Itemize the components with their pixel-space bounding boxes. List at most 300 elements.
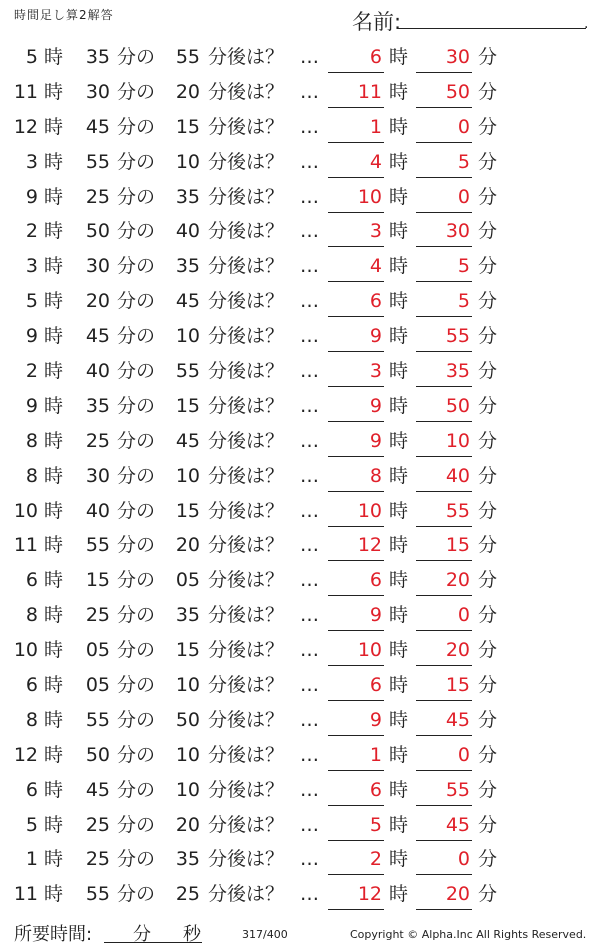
answer-hour: 6 <box>369 674 382 697</box>
answer-minute-label: 分 <box>478 150 498 173</box>
answer-minute-underline <box>416 805 472 806</box>
answer-minute-label: 分 <box>478 883 498 906</box>
hour-label: 時 <box>44 394 64 417</box>
answer-minute-label: 分 <box>478 360 498 383</box>
start-hour: 10 <box>13 639 38 662</box>
answer-hour-underline <box>328 735 384 736</box>
start-hour: 2 <box>25 220 38 243</box>
minute-of-label: 分の <box>117 499 156 522</box>
answer-minute-label: 分 <box>478 429 498 452</box>
minute-of-label: 分の <box>117 464 156 487</box>
answer-minute-underline <box>416 491 472 492</box>
hour-label: 時 <box>44 80 64 103</box>
ellipsis: … <box>300 778 319 801</box>
ellipsis: … <box>300 325 319 348</box>
minutes-later-label: 分後は？ <box>208 429 285 452</box>
added-minutes: 20 <box>175 813 200 836</box>
minutes-later-label: 分後は？ <box>208 813 285 836</box>
answer-hour: 3 <box>369 360 382 383</box>
start-minute: 25 <box>85 185 110 208</box>
answer-hour: 9 <box>369 429 382 452</box>
ellipsis: … <box>300 499 319 522</box>
answer-hour-underline <box>328 526 384 527</box>
start-hour: 5 <box>25 813 38 836</box>
answer-hour-label: 時 <box>389 883 409 906</box>
answer-minute: 0 <box>457 743 470 766</box>
hour-label: 時 <box>44 185 64 208</box>
minute-of-label: 分の <box>117 325 156 348</box>
hour-label: 時 <box>44 360 64 383</box>
answer-minute-underline <box>416 560 472 561</box>
minute-of-label: 分の <box>117 883 156 906</box>
ellipsis: … <box>300 674 319 697</box>
ellipsis: … <box>300 708 319 731</box>
minutes-later-label: 分後は？ <box>208 394 285 417</box>
answer-hour-underline <box>328 909 384 910</box>
answer-minute-underline <box>416 177 472 178</box>
answer-minute-label: 分 <box>478 848 498 871</box>
start-hour: 11 <box>13 80 38 103</box>
added-minutes: 05 <box>175 569 200 592</box>
answer-hour-underline <box>328 72 384 73</box>
minute-of-label: 分の <box>117 534 156 557</box>
answer-minute-label: 分 <box>478 220 498 243</box>
answer-hour-label: 時 <box>389 115 409 138</box>
problem-row <box>0 598 600 633</box>
answer-minute: 45 <box>445 813 470 836</box>
minute-of-label: 分の <box>117 708 156 731</box>
problem-row <box>0 110 600 145</box>
start-hour: 11 <box>13 534 38 557</box>
answer-hour: 5 <box>369 813 382 836</box>
hour-label: 時 <box>44 255 64 278</box>
answer-minute: 0 <box>457 604 470 627</box>
minute-of-label: 分の <box>117 813 156 836</box>
hour-label: 時 <box>44 604 64 627</box>
answer-minute-label: 分 <box>478 674 498 697</box>
answer-hour-label: 時 <box>389 639 409 662</box>
answer-minute-label: 分 <box>478 743 498 766</box>
ellipsis: … <box>300 46 319 68</box>
answer-hour: 6 <box>369 569 382 592</box>
answer-hour: 11 <box>357 80 382 103</box>
ellipsis: … <box>300 883 319 906</box>
problem-list <box>0 40 600 912</box>
answer-minute-label: 分 <box>478 394 498 417</box>
minute-of-label: 分の <box>117 604 156 627</box>
start-minute: 35 <box>85 46 110 68</box>
answer-minute: 0 <box>457 115 470 138</box>
minute-of-label: 分の <box>117 429 156 452</box>
answer-hour-label: 時 <box>389 185 409 208</box>
answer-hour-underline <box>328 456 384 457</box>
problem-row <box>0 528 600 563</box>
minute-of-label: 分の <box>117 569 156 592</box>
minutes-later-label: 分後は？ <box>208 150 285 173</box>
ellipsis: … <box>300 220 319 243</box>
start-minute: 25 <box>85 429 110 452</box>
problem-row <box>0 668 600 703</box>
start-minute: 50 <box>85 220 110 243</box>
added-minutes: 15 <box>175 639 200 662</box>
answer-minute-underline <box>416 316 472 317</box>
added-minutes: 10 <box>175 674 200 697</box>
start-minute: 25 <box>85 848 110 871</box>
answer-hour-label: 時 <box>389 604 409 627</box>
added-minutes: 10 <box>175 325 200 348</box>
start-minute: 45 <box>85 115 110 138</box>
start-hour: 2 <box>25 360 38 383</box>
problem-row <box>0 319 600 354</box>
answer-hour-underline <box>328 665 384 666</box>
answer-minute-label: 分 <box>478 115 498 138</box>
added-minutes: 10 <box>175 464 200 487</box>
answer-minute-underline <box>416 72 472 73</box>
problem-row <box>0 214 600 249</box>
answer-minute-label: 分 <box>478 185 498 208</box>
ellipsis: … <box>300 534 319 557</box>
start-hour: 6 <box>25 569 38 592</box>
start-hour: 12 <box>13 115 38 138</box>
minute-of-label: 分の <box>117 778 156 801</box>
added-minutes: 20 <box>175 80 200 103</box>
ellipsis: … <box>300 185 319 208</box>
start-minute: 45 <box>85 325 110 348</box>
answer-hour: 9 <box>369 325 382 348</box>
problem-row <box>0 389 600 424</box>
answer-hour-label: 時 <box>389 778 409 801</box>
minute-of-label: 分の <box>117 394 156 417</box>
start-minute: 05 <box>85 674 110 697</box>
answer-hour-label: 時 <box>389 743 409 766</box>
answer-minute: 20 <box>445 639 470 662</box>
minute-of-label: 分の <box>117 848 156 871</box>
answer-hour-label: 時 <box>389 360 409 383</box>
time-required-label: 所要時間: <box>14 924 93 945</box>
answer-minute: 55 <box>445 325 470 348</box>
answer-hour-underline <box>328 630 384 631</box>
start-minute: 55 <box>85 708 110 731</box>
hour-label: 時 <box>44 220 64 243</box>
start-minute: 55 <box>85 883 110 906</box>
answer-minute-underline <box>416 770 472 771</box>
minute-of-label: 分の <box>117 150 156 173</box>
name-label: 名前: <box>352 10 402 34</box>
start-hour: 6 <box>25 674 38 697</box>
start-hour: 6 <box>25 778 38 801</box>
answer-hour-underline <box>328 142 384 143</box>
problem-row <box>0 877 600 912</box>
answer-hour-underline <box>328 770 384 771</box>
start-hour: 5 <box>25 290 38 313</box>
answer-minute-label: 分 <box>478 604 498 627</box>
hour-label: 時 <box>44 708 64 731</box>
answer-minute-underline <box>416 281 472 282</box>
answer-minute-underline <box>416 107 472 108</box>
start-minute: 55 <box>85 150 110 173</box>
answer-minute-label: 分 <box>478 499 498 522</box>
start-hour: 9 <box>25 185 38 208</box>
start-hour: 8 <box>25 464 38 487</box>
minutes-later-label: 分後は？ <box>208 569 285 592</box>
answer-hour: 6 <box>369 290 382 313</box>
minute-of-label: 分の <box>117 674 156 697</box>
answer-minute-underline <box>416 212 472 213</box>
start-minute: 20 <box>85 290 110 313</box>
start-hour: 1 <box>25 848 38 871</box>
added-minutes: 10 <box>175 743 200 766</box>
answer-hour-label: 時 <box>389 464 409 487</box>
minutes-later-label: 分後は？ <box>208 255 285 278</box>
problem-row <box>0 75 600 110</box>
start-hour: 8 <box>25 708 38 731</box>
time-seconds-label: 秒 <box>183 924 201 945</box>
answer-hour: 4 <box>369 150 382 173</box>
name-write-line[interactable] <box>398 28 586 29</box>
start-minute: 25 <box>85 813 110 836</box>
answer-minute-underline <box>416 630 472 631</box>
start-hour: 8 <box>25 429 38 452</box>
answer-minute-label: 分 <box>478 639 498 662</box>
answer-hour: 1 <box>369 743 382 766</box>
answer-hour-label: 時 <box>389 290 409 313</box>
start-minute: 30 <box>85 255 110 278</box>
answer-minute-underline <box>416 909 472 910</box>
answer-minute: 50 <box>445 394 470 417</box>
hour-label: 時 <box>44 639 64 662</box>
answer-minute-label: 分 <box>478 325 498 348</box>
answer-minute-label: 分 <box>478 569 498 592</box>
answer-hour-underline <box>328 874 384 875</box>
answer-minute: 15 <box>445 534 470 557</box>
minutes-later-label: 分後は？ <box>208 883 285 906</box>
start-hour: 3 <box>25 150 38 173</box>
answer-hour: 8 <box>369 464 382 487</box>
added-minutes: 15 <box>175 115 200 138</box>
ellipsis: … <box>300 360 319 383</box>
answer-minute-underline <box>416 874 472 875</box>
hour-label: 時 <box>44 290 64 313</box>
ellipsis: … <box>300 290 319 313</box>
ellipsis: … <box>300 813 319 836</box>
problem-row <box>0 842 600 877</box>
answer-hour-label: 時 <box>389 255 409 278</box>
answer-minute-underline <box>416 246 472 247</box>
answer-hour-underline <box>328 700 384 701</box>
minute-of-label: 分の <box>117 115 156 138</box>
name-dot: . <box>584 16 589 32</box>
start-minute: 45 <box>85 778 110 801</box>
answer-minute-label: 分 <box>478 80 498 103</box>
added-minutes: 55 <box>175 46 200 68</box>
start-minute: 55 <box>85 534 110 557</box>
added-minutes: 45 <box>175 429 200 452</box>
minutes-later-label: 分後は？ <box>208 708 285 731</box>
answer-minute-label: 分 <box>478 290 498 313</box>
problem-row <box>0 773 600 808</box>
minute-of-label: 分の <box>117 255 156 278</box>
minutes-later-label: 分後は？ <box>208 604 285 627</box>
start-hour: 3 <box>25 255 38 278</box>
hour-label: 時 <box>44 534 64 557</box>
problem-row <box>0 703 600 738</box>
minute-of-label: 分の <box>117 46 156 68</box>
problem-row <box>0 284 600 319</box>
answer-minute-label: 分 <box>478 46 498 68</box>
answer-hour-underline <box>328 351 384 352</box>
ellipsis: … <box>300 604 319 627</box>
added-minutes: 40 <box>175 220 200 243</box>
problem-row <box>0 424 600 459</box>
hour-label: 時 <box>44 464 64 487</box>
ellipsis: … <box>300 429 319 452</box>
minutes-later-label: 分後は？ <box>208 674 285 697</box>
problem-row <box>0 180 600 215</box>
answer-hour: 9 <box>369 394 382 417</box>
answer-minute-label: 分 <box>478 464 498 487</box>
start-minute: 05 <box>85 639 110 662</box>
answer-hour: 12 <box>357 534 382 557</box>
answer-hour-underline <box>328 805 384 806</box>
ellipsis: … <box>300 743 319 766</box>
ellipsis: … <box>300 150 319 173</box>
start-minute: 35 <box>85 394 110 417</box>
added-minutes: 35 <box>175 848 200 871</box>
answer-minute: 30 <box>445 220 470 243</box>
answer-hour-label: 時 <box>389 708 409 731</box>
added-minutes: 15 <box>175 499 200 522</box>
answer-hour-label: 時 <box>389 325 409 348</box>
answer-hour: 3 <box>369 220 382 243</box>
added-minutes: 45 <box>175 290 200 313</box>
added-minutes: 35 <box>175 604 200 627</box>
hour-label: 時 <box>44 499 64 522</box>
answer-minute: 5 <box>457 150 470 173</box>
ellipsis: … <box>300 639 319 662</box>
answer-hour: 10 <box>357 499 382 522</box>
answer-hour-label: 時 <box>389 394 409 417</box>
minute-of-label: 分の <box>117 743 156 766</box>
minutes-later-label: 分後は？ <box>208 46 285 68</box>
answer-hour: 10 <box>357 639 382 662</box>
answer-minute: 5 <box>457 290 470 313</box>
answer-hour: 12 <box>357 883 382 906</box>
answer-hour: 4 <box>369 255 382 278</box>
answer-minute-label: 分 <box>478 708 498 731</box>
hour-label: 時 <box>44 429 64 452</box>
answer-hour: 6 <box>369 46 382 68</box>
answer-minute-underline <box>416 700 472 701</box>
added-minutes: 35 <box>175 255 200 278</box>
minutes-later-label: 分後は？ <box>208 778 285 801</box>
start-minute: 25 <box>85 604 110 627</box>
hour-label: 時 <box>44 674 64 697</box>
answer-hour: 6 <box>369 778 382 801</box>
added-minutes: 15 <box>175 394 200 417</box>
worksheet-title: 時間足し算2解答 <box>14 8 114 22</box>
answer-hour-label: 時 <box>389 150 409 173</box>
problem-row <box>0 354 600 389</box>
hour-label: 時 <box>44 778 64 801</box>
ellipsis: … <box>300 255 319 278</box>
answer-minute-underline <box>416 386 472 387</box>
hour-label: 時 <box>44 115 64 138</box>
minutes-later-label: 分後は？ <box>208 534 285 557</box>
answer-minute: 55 <box>445 778 470 801</box>
minutes-later-label: 分後は？ <box>208 464 285 487</box>
answer-minute-label: 分 <box>478 255 498 278</box>
minutes-later-label: 分後は？ <box>208 185 285 208</box>
answer-hour: 9 <box>369 604 382 627</box>
problem-row <box>0 738 600 773</box>
answer-minute-underline <box>416 526 472 527</box>
answer-minute: 20 <box>445 883 470 906</box>
answer-hour-underline <box>328 246 384 247</box>
start-hour: 8 <box>25 604 38 627</box>
answer-minute: 50 <box>445 80 470 103</box>
start-hour: 10 <box>13 499 38 522</box>
answer-hour-underline <box>328 840 384 841</box>
answer-minute: 30 <box>445 46 470 68</box>
answer-hour: 2 <box>369 848 382 871</box>
answer-hour-label: 時 <box>389 674 409 697</box>
start-hour: 12 <box>13 743 38 766</box>
problem-row <box>0 494 600 529</box>
ellipsis: … <box>300 115 319 138</box>
problem-row <box>0 40 600 75</box>
answer-minute: 0 <box>457 185 470 208</box>
added-minutes: 10 <box>175 150 200 173</box>
answer-hour-underline <box>328 281 384 282</box>
answer-minute-label: 分 <box>478 534 498 557</box>
answer-minute-underline <box>416 595 472 596</box>
hour-label: 時 <box>44 848 64 871</box>
answer-hour-label: 時 <box>389 429 409 452</box>
problem-row <box>0 633 600 668</box>
minutes-later-label: 分後は？ <box>208 743 285 766</box>
added-minutes: 20 <box>175 534 200 557</box>
answer-minute: 20 <box>445 569 470 592</box>
ellipsis: … <box>300 80 319 103</box>
answer-hour: 10 <box>357 185 382 208</box>
answer-minute: 5 <box>457 255 470 278</box>
ellipsis: … <box>300 394 319 417</box>
answer-hour-label: 時 <box>389 220 409 243</box>
answer-minute-underline <box>416 456 472 457</box>
start-minute: 15 <box>85 569 110 592</box>
problem-row <box>0 249 600 284</box>
added-minutes: 55 <box>175 360 200 383</box>
answer-hour-label: 時 <box>389 80 409 103</box>
added-minutes: 10 <box>175 778 200 801</box>
answer-hour-underline <box>328 421 384 422</box>
answer-minute-label: 分 <box>478 778 498 801</box>
minute-of-label: 分の <box>117 639 156 662</box>
answer-hour: 9 <box>369 708 382 731</box>
answer-minute: 40 <box>445 464 470 487</box>
answer-minute-underline <box>416 142 472 143</box>
start-hour: 9 <box>25 394 38 417</box>
hour-label: 時 <box>44 569 64 592</box>
minutes-later-label: 分後は？ <box>208 220 285 243</box>
answer-hour-underline <box>328 107 384 108</box>
minutes-later-label: 分後は？ <box>208 639 285 662</box>
hour-label: 時 <box>44 325 64 348</box>
hour-label: 時 <box>44 813 64 836</box>
start-minute: 30 <box>85 464 110 487</box>
ellipsis: … <box>300 848 319 871</box>
answer-hour-label: 時 <box>389 499 409 522</box>
